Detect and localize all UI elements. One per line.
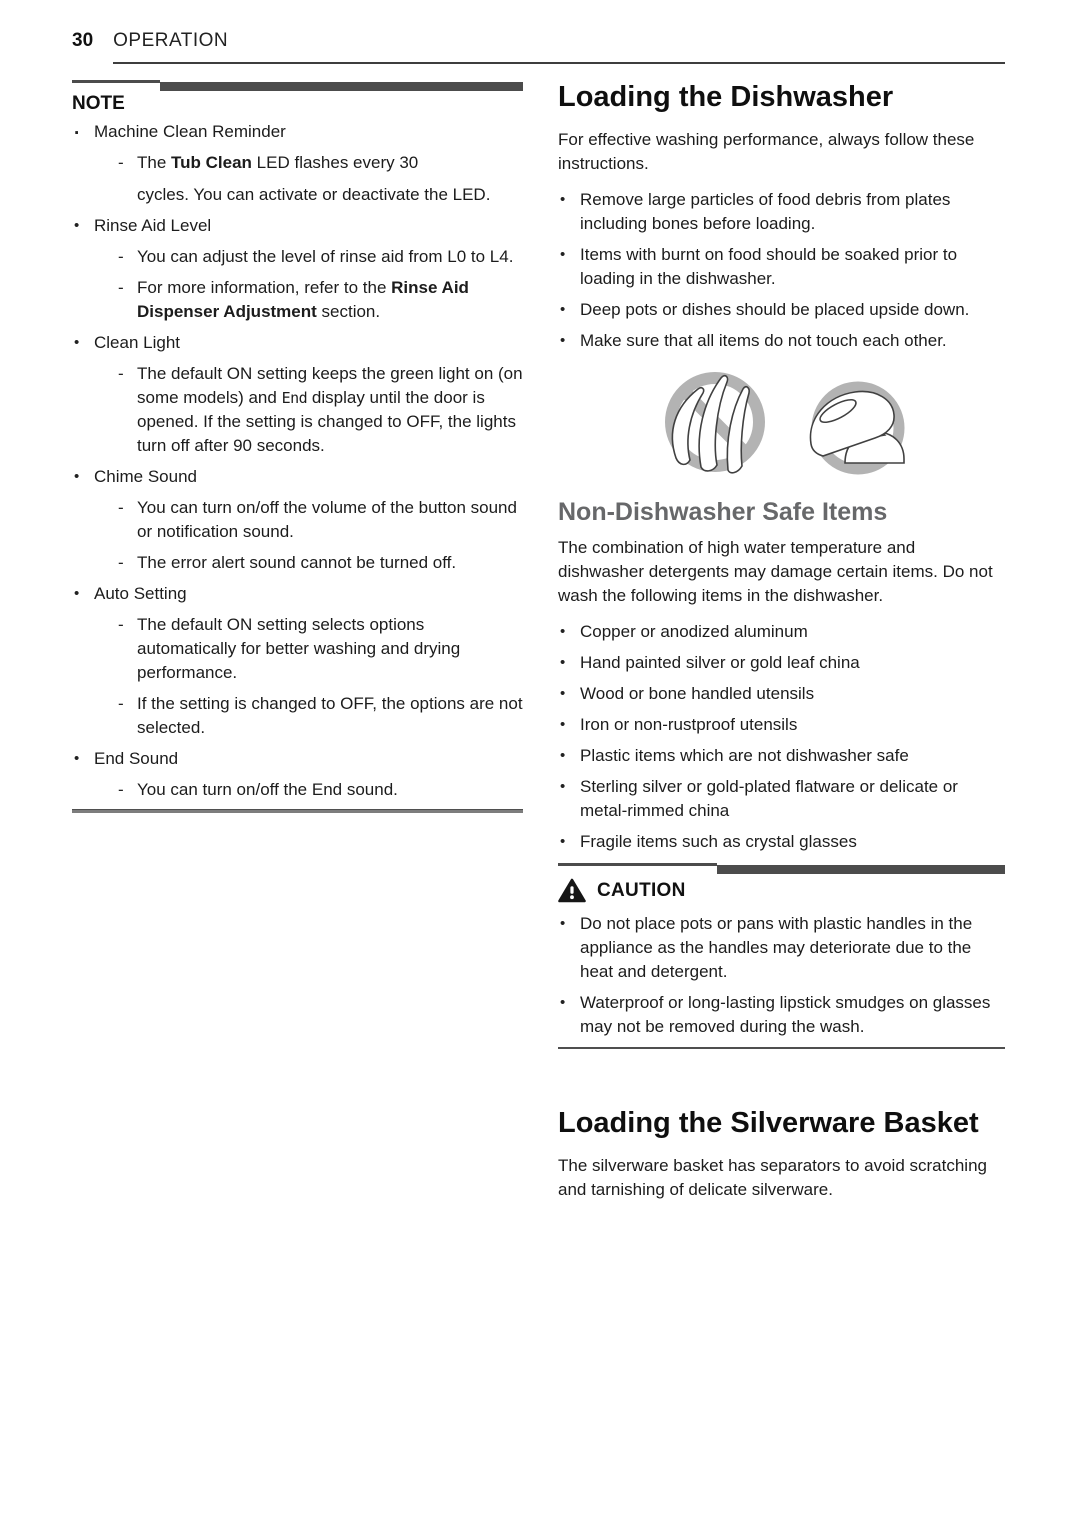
bullet-marker: •: [560, 685, 566, 702]
bullet-item: • Iron or non-rustproof utensils: [558, 713, 1005, 737]
bullet-marker: •: [74, 334, 80, 351]
list-item: [72, 120, 523, 207]
list-item-label: Auto Setting: [94, 584, 187, 603]
sub-item: - For more information, refer to the Rinse Aid Dispenser Adjustment section.: [118, 278, 469, 321]
dash-marker: -: [118, 498, 124, 517]
bullet-item: • Remove large particles of food debris from plates including bones before loading.: [560, 190, 951, 233]
dash-marker: -: [118, 694, 124, 713]
page-header: [72, 30, 228, 52]
bullet-item: • Deep pots or dishes should be placed upside down.: [558, 298, 1005, 322]
bullet-item: • Sterling silver or gold-plated flatware or delicate or metal-rimmed china: [560, 777, 958, 820]
bullet-marker: •: [560, 716, 566, 733]
silverware-section: [558, 1106, 1005, 1202]
bullet-item: • Waterproof or long-lasting lipstick smudges on glasses may not be removed during the wash.: [560, 993, 991, 1036]
bullet-marker: •: [560, 915, 566, 932]
page-number: 30: [72, 30, 94, 51]
bullet-marker: •: [560, 332, 566, 349]
bullet-marker: •: [560, 623, 566, 640]
list-item: [72, 331, 523, 458]
bullet-marker: •: [560, 778, 566, 795]
sub-item: - The error alert sound cannot be turned off.: [118, 551, 523, 575]
list-item: [72, 465, 523, 575]
list-item-label: Chime Sound: [94, 467, 198, 486]
sub-item: - You can adjust the level of rinse aid from L0 to L4.: [118, 245, 523, 269]
bullet-item: • Fragile items such as crystal glasses: [558, 830, 1005, 854]
dash-marker: -: [118, 553, 124, 572]
dash-marker: -: [118, 364, 124, 383]
sub-item: - If the setting is changed to OFF, the options are not selected.: [118, 694, 523, 737]
bullet-item: • Do not place pots or pans with plastic handles in the appliance as the handles may deteriorate due to the heat and detergent.: [560, 914, 973, 981]
dash-marker: -: [118, 247, 124, 266]
note-list: [72, 120, 523, 802]
main-heading: Loading the Dishwasher: [558, 81, 894, 113]
caution-title: CAUTION: [597, 879, 686, 901]
bullet-marker: •: [560, 301, 566, 318]
bullet-marker: .: [74, 118, 80, 139]
sub-item: - The Tub Clean LED flashes every 30 cycles. You can activate or deactivate the LED.: [118, 153, 491, 204]
dash-marker: -: [118, 615, 124, 634]
list-item-label: Rinse Aid Level: [94, 216, 212, 235]
left-column: [72, 80, 523, 813]
non-safe-bullet-list: [558, 620, 1005, 854]
figure-dishes-touching: [558, 361, 1005, 485]
sub-item: - You can turn on/off the volume of the button sound or notification sound.: [118, 498, 517, 541]
right-column: [558, 80, 1005, 1214]
note-title: NOTE: [72, 93, 125, 114]
bullet-marker: •: [560, 654, 566, 671]
note-bar: [72, 80, 523, 91]
bullet-marker: •: [74, 468, 80, 485]
list-item-label: Machine Clean Reminder: [94, 122, 286, 141]
bullet-item: • Hand painted silver or gold leaf china: [558, 651, 1005, 675]
silverware-intro: The silverware basket has separators to avoid scratching and tarnishing of delicate silverware.: [558, 1156, 987, 1199]
prohibition-plates-touching-icon: [645, 361, 783, 485]
bullet-item: • Wood or bone handled utensils: [558, 682, 1005, 706]
bullet-marker: •: [560, 246, 566, 263]
intro-paragraph: For effective washing performance, always follow these instructions.: [558, 130, 975, 173]
list-item: [72, 214, 523, 324]
bullet-marker: •: [74, 217, 80, 234]
sub-item: - The default ON setting keeps the green light on (on some models) and End display until the door is opened. If the setting is changed to OFF, the lights turn off after 90 seconds.: [118, 364, 523, 455]
bullet-marker: •: [74, 585, 80, 602]
prohibition-bowls-nested-icon: [797, 371, 919, 485]
bullet-item: • Items with burnt on food should be soaked prior to loading in the dishwasher.: [560, 245, 958, 288]
list-item-label: End Sound: [94, 749, 179, 768]
note-section-divider: [72, 809, 523, 813]
seven-segment-end-text: End: [281, 389, 308, 407]
bullet-marker: •: [560, 747, 566, 764]
loading-bullet-list: [558, 188, 1005, 353]
caution-section-divider: [558, 1047, 1005, 1049]
dash-marker: -: [118, 780, 124, 799]
bullet-marker: •: [74, 750, 80, 767]
bullet-item: • Plastic items which are not dishwasher safe: [558, 744, 1005, 768]
list-item: [72, 582, 523, 740]
warning-triangle-icon: [558, 878, 586, 903]
dash-marker: -: [118, 278, 124, 297]
caution-bar: [558, 863, 1005, 874]
list-item: [72, 747, 523, 802]
bullet-marker: •: [560, 833, 566, 850]
section-title: OPERATION: [113, 30, 229, 51]
sub-item: - You can turn on/off the End sound.: [118, 778, 523, 802]
caution-header: [558, 878, 1005, 903]
caution-bullet-list: [558, 912, 1005, 1039]
list-item-label: Clean Light: [94, 333, 181, 352]
subheading-non-dishwasher-safe: Non-Dishwasher Safe Items: [558, 498, 888, 526]
bullet-marker: •: [560, 191, 566, 208]
silverware-heading: Loading the Silverware Basket: [558, 1107, 979, 1139]
header-rule: [113, 62, 1005, 64]
bullet-marker: •: [560, 994, 566, 1011]
sub-item: - The default ON setting selects options automatically for better washing and drying performance.: [118, 615, 461, 682]
bullet-item: • Copper or anodized aluminum: [558, 620, 1005, 644]
non-safe-intro: The combination of high water temperature and dishwasher detergents may damage certain items. Do not wash the following items in the dishwasher.: [558, 538, 993, 605]
dash-marker: -: [118, 153, 124, 172]
bullet-item: • Make sure that all items do not touch each other.: [558, 329, 1005, 353]
